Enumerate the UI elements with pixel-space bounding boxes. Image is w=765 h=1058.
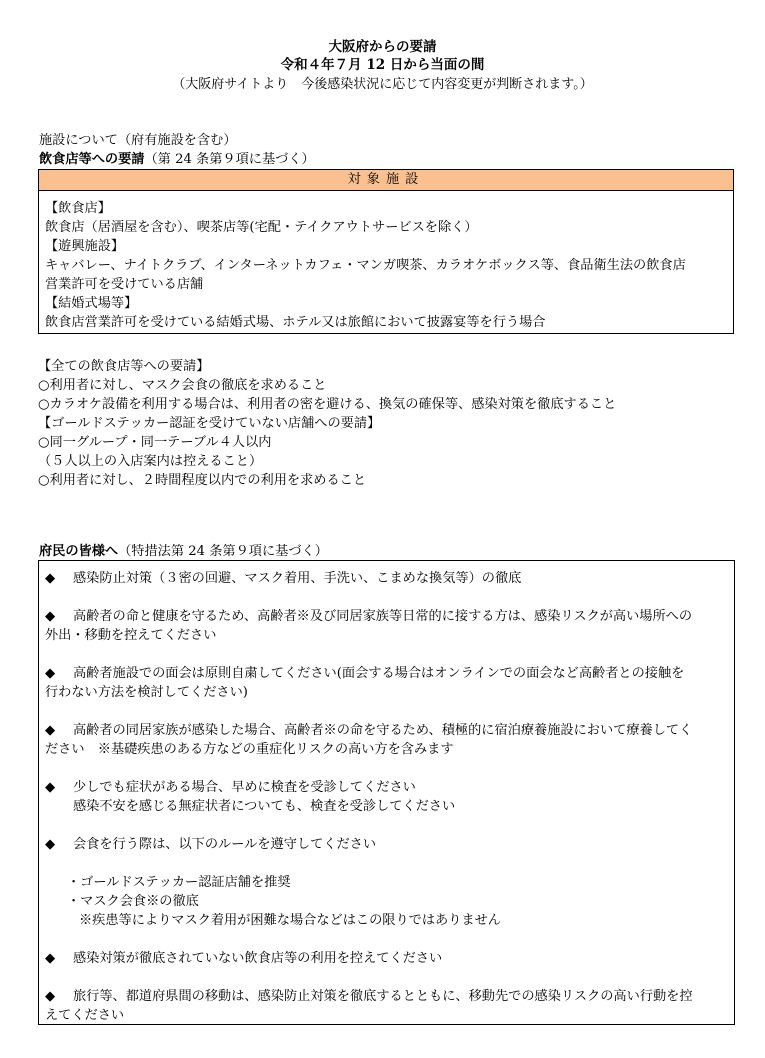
diamond-bullet-icon: ◆ (45, 989, 56, 1004)
restaurant-request-heading (39, 150, 315, 169)
citizen-item (45, 987, 728, 1006)
citizen-item-continuation: ださい ※基礎疾患のある方などの重症化リスクの高い方を含みます (45, 742, 454, 757)
citizen-item-text: 感染対策が徹底されていない飲食店等の利用を控えてください (73, 951, 443, 966)
citizen-item (45, 778, 728, 797)
request-line: ○カラオケ設備を利用する場合は、利用者の密を避ける、換気の確保等、感染対策を徹底すること (38, 397, 617, 412)
diamond-bullet-icon: ◆ (45, 780, 56, 795)
citizen-item (45, 664, 728, 683)
restaurant-request-list (38, 357, 738, 490)
citizen-request-heading-basis: （特措法第 24 条第９項に基づく） (118, 544, 328, 559)
restaurant-request-heading-bold: 飲食店等への要請 (39, 152, 145, 167)
request-line: 【全ての飲食店等への要請】 (38, 359, 210, 374)
citizen-item (45, 569, 728, 588)
facility-line: 飲食店（居酒屋を含む）、喫茶店等(宅配・テイクアウトサービスを除く） (45, 220, 478, 235)
citizen-item-text: 高齢者施設での面会は原則自粛してください(面会する場合はオンラインでの面会など高齢者との接触を (73, 666, 685, 681)
citizen-item-text: 旅行等、都道府県間の移動は、感染防止対策を徹底するとともに、移動先での感染リスクの高い行動を控 (73, 989, 693, 1004)
citizen-item (45, 835, 728, 854)
page-note: （大阪府サイトより 今後感染状況に応じて内容変更が判断されます。） (172, 77, 593, 92)
citizen-request-heading (39, 542, 328, 561)
diamond-bullet-icon: ◆ (45, 609, 56, 624)
dining-rule-line: ・ゴールドステッカー認証店舗を推奨 (67, 875, 291, 890)
diamond-bullet-icon: ◆ (45, 571, 56, 586)
request-line: ○利用者に対し、２時間程度以内での利用を求めること (38, 473, 367, 488)
facility-line: 【遊興施設】 (45, 239, 125, 254)
request-line: ○利用者に対し、マスク会食の徹底を求めること (38, 378, 327, 393)
diamond-bullet-icon: ◆ (45, 666, 56, 681)
citizen-item-continuation: 行わない方法を検討してください) (45, 685, 248, 700)
citizen-item-continuation: えてください (45, 1008, 125, 1023)
dining-rule-line: ・マスク会食※の徹底 (67, 894, 199, 909)
citizen-item (45, 721, 728, 740)
diamond-bullet-icon: ◆ (45, 837, 56, 852)
facility-line: 営業許可を受けている店舗 (45, 277, 204, 292)
facility-line: キャバレー、ナイトクラブ、インターネットカフェ・マンガ喫茶、カラオケボックス等、食品衛生法の飲食店 (45, 258, 686, 273)
facility-line: 【結婚式場等】 (45, 296, 138, 311)
citizen-item-text: 少しでも症状がある場合、早めに検査を受診してください (73, 780, 416, 795)
target-facility-table (38, 169, 734, 334)
citizen-item (45, 949, 728, 968)
diamond-bullet-icon: ◆ (45, 723, 56, 738)
citizen-item-text: 感染防止対策（３密の回避、マスク着用、手洗い、こまめな換気等）の徹底 (73, 571, 522, 586)
request-line: （５人以上の入店案内は控えること） (38, 454, 263, 469)
facility-intro: 施設について（府有施設を含む） (39, 133, 237, 148)
page-subtitle: 令和４年７月 12 日から当面の間 (280, 57, 485, 73)
citizen-item-text: 会食を行う際は、以下のルールを遵守してください (73, 837, 377, 852)
request-line: ○同一グループ・同一テーブル４人以内 (38, 435, 272, 450)
target-facility-table-body (39, 191, 733, 332)
page-title: 大阪府からの要請 (328, 39, 437, 55)
request-line: 【ゴールドステッカー認証を受けていない店舗への要請】 (38, 416, 381, 431)
citizen-item-continuation: 外出・移動を控えてください (45, 628, 217, 643)
facility-line: 【飲食店】 (45, 201, 111, 216)
facility-line: 飲食店営業許可を受けている結婚式場、ホテル又は旅館において披露宴等を行う場合 (45, 315, 546, 330)
citizen-item (45, 607, 728, 626)
citizen-item-text: 高齢者の同居家族が感染した場合、高齢者※の命を守るため、積極的に宿泊療養施設において療養してく (73, 723, 693, 738)
dining-rule-note: ※疾患等によりマスク着用が困難な場合などはこの限りではありません (79, 913, 501, 928)
citizen-request-heading-bold: 府民の皆様へ (39, 544, 119, 559)
restaurant-request-heading-basis: （第 24 条第９項に基づく） (144, 152, 315, 167)
diamond-bullet-icon: ◆ (45, 951, 56, 966)
target-facility-table-header: 対象施設 (39, 170, 733, 191)
citizen-item-continuation: 感染不安を感じる無症状者についても、検査を受診してください (73, 799, 456, 814)
citizen-item-text: 高齢者の命と健康を守るため、高齢者※及び同居家族等日常的に接する方は、感染リスクが高い場所への (73, 609, 693, 624)
citizen-request-box (38, 560, 735, 1025)
